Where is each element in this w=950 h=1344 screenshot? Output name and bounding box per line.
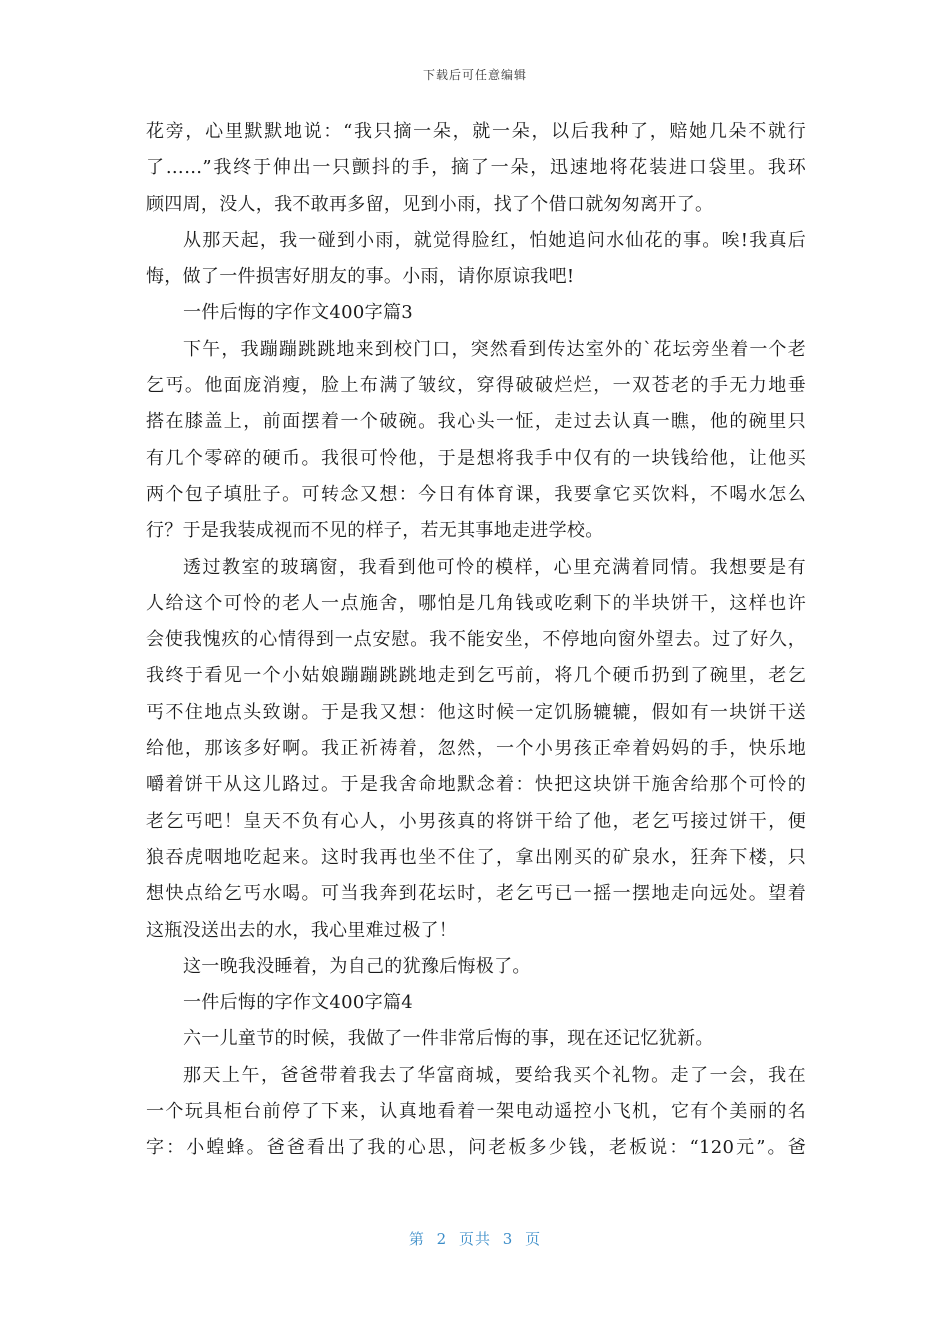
text-line: 两个包子填肚子。可转念又想：今日有体育课，我要拿它买饮料，不喝水怎么	[146, 483, 806, 505]
text-line: 下午，我蹦蹦跳跳地来到校门口，突然看到传达室外的`花坛旁坐着一个老	[183, 338, 806, 360]
total-page-count: 3	[502, 1230, 514, 1248]
page-footer	[0, 1228, 950, 1249]
text-line: 这一晚我没睡着，为自己的犹豫后悔极了。	[183, 955, 531, 977]
text-line: 会使我愧疚的心情得到一点安慰。我不能安坐，不停地向窗外望去。过了好久，	[146, 629, 806, 651]
text-line: 透过教室的玻璃窗，我看到他可怜的模样，心里充满着同情。我想要是有	[183, 556, 806, 578]
text-line: 行？于是我装成视而不见的样子，若无其事地走进学校。	[146, 520, 604, 542]
text-line: 那天上午，爸爸带着我去了华富商城，要给我买个礼物。走了一会，我在	[183, 1064, 806, 1086]
footer-prefix: 第	[408, 1230, 425, 1248]
text-line: 字：小蝗蜂。爸爸看出了我的心思，问老板多少钱，老板说：“120元”。爸	[146, 1137, 806, 1159]
text-line: 搭在膝盖上，前面摆着一个破碗。我心头一怔，走过去认真一瞧，他的碗里只	[146, 411, 806, 433]
text-line: 了……”我终于伸出一只颤抖的手，摘了一朵，迅速地将花装进口袋里。我环	[146, 157, 806, 179]
footer-middle: 页共	[458, 1230, 491, 1248]
text-line: 这瓶没送出去的水，我心里难过极了！	[146, 919, 458, 941]
text-line: 嚼着饼干从这儿路过。于是我舍命地默念着：快把这块饼干施舍给那个可怜的	[146, 774, 806, 796]
page-header: 下载后可任意编辑	[422, 68, 527, 82]
text-line: 人给这个可怜的老人一点施舍，哪怕是几角钱或吃剩下的半块饼干，这样也许	[146, 592, 806, 614]
text-line: 一个玩具柜台前停了下来，认真地看着一架电动遥控小飞机，它有个美丽的名	[146, 1101, 806, 1123]
document-body	[146, 114, 806, 1167]
section-heading: 一件后悔的字作文400字篇4	[183, 992, 414, 1014]
text-line: 顾四周，没人，我不敢再多留，见到小雨，找了个借口就匆匆离开了。	[146, 193, 714, 215]
section-heading: 一件后悔的字作文400字篇3	[183, 302, 414, 324]
text-line: 有几个零碎的硬币。我很可怜他，于是想将我手中仅有的一块钱给他，让他买	[146, 447, 806, 469]
text-line: 狼吞虎咽地吃起来。这时我再也坐不住了，拿出刚买的矿泉水，狂奔下楼，只	[146, 846, 806, 868]
footer-suffix: 页	[525, 1230, 542, 1248]
text-line: 我终于看见一个小姑娘蹦蹦跳跳地走到乞丐前，将几个硬币扔到了碗里，老乞	[146, 665, 806, 687]
text-line: 老乞丐吧！皇天不负有心人，小男孩真的将饼干给了他，老乞丐接过饼干，便	[146, 810, 806, 832]
current-page-number: 2	[436, 1230, 448, 1248]
text-line: 六一儿童节的时候，我做了一件非常后悔的事，现在还记忆犹新。	[183, 1028, 714, 1050]
text-line: 丐不住地点头致谢。于是我又想：他这时候一定饥肠辘辘，假如有一块饼干送	[146, 701, 806, 723]
text-line: 想快点给乞丐水喝。可当我奔到花坛时，老乞丐已一摇一摆地走向远处。望着	[146, 883, 806, 905]
text-line: 乞丐。他面庞消瘦，脸上布满了皱纹，穿得破破烂烂，一双苍老的手无力地垂	[146, 375, 806, 397]
text-line: 花旁，心里默默地说：“我只摘一朵，就一朵，以后我种了，赔她几朵不就行	[146, 121, 806, 142]
text-line: 给他，那该多好啊。我正祈祷着，忽然，一个小男孩正牵着妈妈的手，快乐地	[146, 738, 806, 760]
text-line: 悔，做了一件损害好朋友的事。小雨，请你原谅我吧!	[146, 266, 575, 288]
text-line: 从那天起，我一碰到小雨，就觉得脸红，怕她追问水仙花的事。唉!我真后	[183, 229, 806, 251]
